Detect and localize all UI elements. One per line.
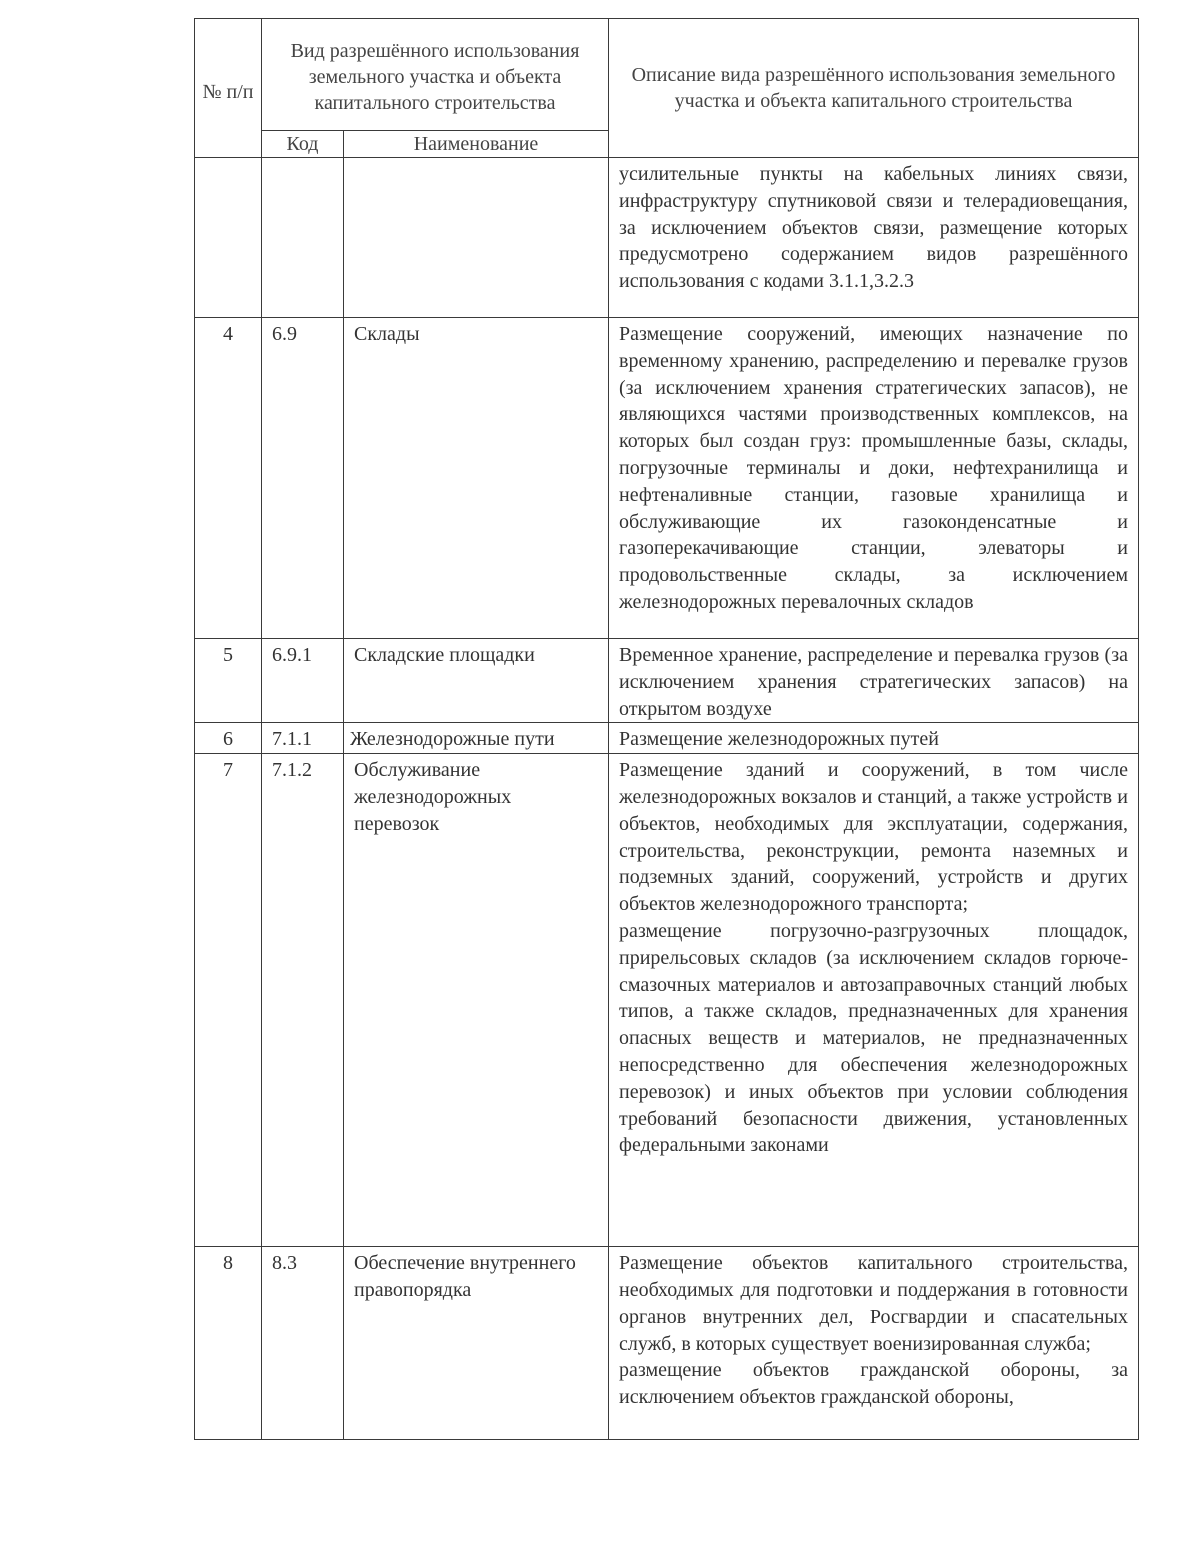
table-row (195, 723, 1139, 754)
description-paragraph: размещение погрузочно-разгрузочных площадок, прирельсовых складов (за исключением складов горюче-смазочных материалов и автозаправочных станций любых типов, а также складов, предназначенных для хранения опасных веществ и материалов, не предназначенных непосредственно для обеспечения железнодорожных перевозок) и иных объектов при условии соблюдения требований безопасности движения, установленных федеральными законами (619, 919, 1128, 1157)
row-number: 8 (195, 1247, 262, 1440)
row-number: 7 (195, 754, 262, 1247)
row-name: Складские площадки (344, 639, 609, 723)
row-description (609, 1247, 1139, 1440)
table-row (195, 318, 1139, 639)
header-use-type: Вид разрешённого использования земельного участка и объекта капитального строительства (262, 19, 609, 131)
row-name: Склады (344, 318, 609, 639)
row-name (344, 158, 609, 318)
row-code: 8.3 (262, 1247, 344, 1440)
table-row (195, 158, 1139, 318)
row-number (195, 158, 262, 318)
header-code: Код (262, 131, 344, 158)
row-name: Обеспечение внутреннего правопорядка (344, 1247, 609, 1440)
row-code: 7.1.2 (262, 754, 344, 1247)
row-description (609, 639, 1139, 723)
table-row (195, 1247, 1139, 1440)
row-number: 4 (195, 318, 262, 639)
table-row (195, 639, 1139, 723)
row-code: 6.9.1 (262, 639, 344, 723)
row-code: 7.1.1 (262, 723, 344, 754)
description-paragraph: Размещение объектов капитального строительства, необходимых для подготовки и поддержания в готовности органов внутренних дел, Росгвардии и спасательных служб, в которых существует военизированная служба; (619, 1252, 1128, 1355)
header-number: № п/п (195, 19, 262, 158)
land-use-table (194, 18, 1139, 1440)
description-paragraph: Временное хранение, распределение и перевалка грузов (за исключением хранения стратегических запасов) на открытом воздухе (619, 644, 1128, 720)
description-paragraph: Размещение сооружений, имеющих назначение по временному хранению, распределению и перевалке грузов (за исключением хранения стратегических запасов), не являющихся частями производственных комплексов, на которых был создан груз: промышленные базы, склады, погрузочные терминалы и доки, нефтехранилища и нефтеналивные станции, газовые хранилища и обслуживающие их газоконденсатные и газоперекачивающие станции, элеваторы и продовольственные склады, за исключением железнодорожных перевалочных складов (619, 323, 1128, 613)
header-description: Описание вида разрешённого использования земельного участка и объекта капитального строительства (609, 19, 1139, 158)
description-paragraph: Размещение железнодорожных путей (619, 728, 939, 751)
description-paragraph: Размещение зданий и сооружений, в том числе железнодорожных вокзалов и станций, а также устройств и объектов, необходимых для эксплуатации, содержания, строительства, реконструкции, ремонта наземных и подземных зданий, сооружений, устройств и других объектов железнодорожного транспорта; (619, 759, 1128, 916)
table-header (195, 19, 1139, 158)
table-row (195, 754, 1139, 1247)
row-description (609, 754, 1139, 1247)
row-name: Железнодорожные пути (344, 723, 609, 754)
description-paragraph: размещение объектов гражданской обороны, за исключением объектов гражданской обороны, (619, 1359, 1128, 1409)
row-description (609, 723, 1139, 754)
description-paragraph: усилительные пункты на кабельных линиях связи, инфраструктуру спутниковой связи и телерадиовещания, за исключением объектов связи, размещение которых предусмотрено содержанием видов разрешённого использования с кодами 3.1.1,3.2.3 (619, 163, 1128, 293)
row-code: 6.9 (262, 318, 344, 639)
row-number: 6 (195, 723, 262, 754)
row-description (609, 318, 1139, 639)
row-description (609, 158, 1139, 318)
row-code (262, 158, 344, 318)
header-name: Наименование (344, 131, 609, 158)
row-number: 5 (195, 639, 262, 723)
row-name: Обслуживание железнодорожных перевозок (344, 754, 609, 1247)
